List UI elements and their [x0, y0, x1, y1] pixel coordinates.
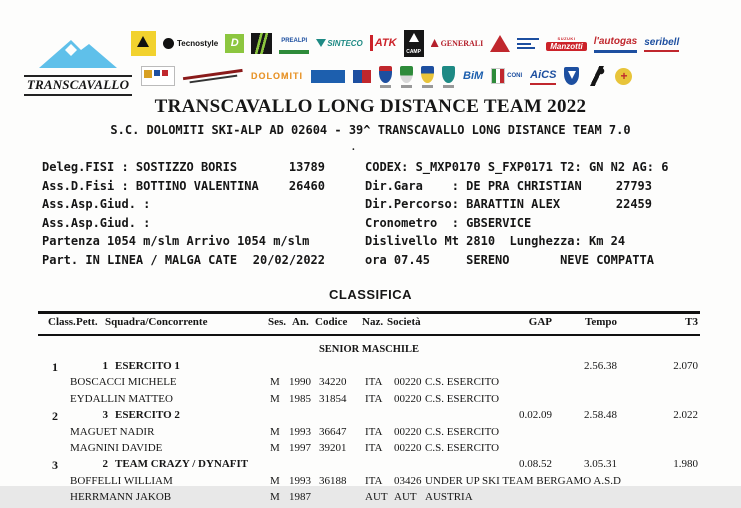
info-label: Ass.Asp.Giud. :	[42, 197, 151, 212]
sex-value: M	[270, 376, 280, 389]
sponsor-label: ATK	[374, 37, 397, 49]
sponsor-label: DOLOMITI	[251, 71, 303, 81]
team-row	[38, 360, 700, 376]
sponsor-strip-bottom	[141, 60, 632, 92]
results-table	[38, 311, 700, 508]
nation-value: ITA	[365, 474, 383, 487]
col-header-an: An.	[292, 316, 309, 328]
nation-value: ITA	[365, 392, 383, 405]
sponsor-logo-flags	[141, 66, 175, 86]
sponsor-label: Tecnostyle	[177, 38, 219, 48]
sponsor-label: CAMP	[406, 48, 421, 55]
rank-value: 3	[52, 458, 58, 473]
category-header: SENIOR MASCHILE	[318, 344, 420, 355]
t3-value: 1.980	[673, 458, 698, 471]
mountain-icon	[37, 34, 119, 70]
sponsor-label: GENERALI	[440, 38, 484, 48]
info-row-dir-gara	[365, 179, 652, 198]
sponsor-logo-blue-lines	[517, 36, 539, 50]
info-label: Ass.D.Fisi : BOTTINO VALENTINA	[42, 178, 259, 193]
info-value: 13789	[288, 160, 325, 174]
col-header-ses: Ses.	[268, 316, 287, 328]
athlete-name: MAGUET NADIR	[70, 425, 155, 438]
info-label: Part. IN LINEA / MALGA CATE	[42, 252, 238, 267]
sponsor-logo-dynafit	[225, 34, 244, 53]
nation-value: AUT	[365, 491, 388, 504]
info-row-partenza-arrivo	[42, 234, 325, 253]
info-label: Partenza 1054 m/slm Arrivo 1054 m/slm	[42, 234, 310, 249]
sex-value: M	[270, 441, 280, 454]
sponsor-strip-top	[131, 29, 679, 57]
sex-value: M	[270, 425, 280, 438]
athlete-name: MAGNINI DAVIDE	[70, 441, 163, 454]
club-code-value: 03426	[394, 474, 422, 487]
race-info-right-column	[365, 160, 669, 272]
year-value: 1993	[289, 425, 311, 438]
tempo-value: 2.58.48	[584, 409, 617, 422]
athlete-name: BOSCACCI MICHELE	[70, 376, 177, 389]
sponsor-logo-aics	[530, 67, 556, 85]
bib-value: 3	[102, 409, 108, 422]
club-code-value: AUT	[394, 491, 417, 504]
club-name: AUSTRIA	[425, 491, 473, 504]
info-value: 26460	[288, 178, 325, 193]
sponsor-logo-camp	[404, 30, 424, 57]
athlete-row	[38, 491, 700, 507]
sponsor-logo-yellow-peak	[131, 31, 156, 56]
sponsor-logo-green-rays	[251, 33, 272, 54]
col-header-naz: Naz.	[362, 316, 384, 328]
club-name: C.S. ESERCITO	[425, 376, 500, 389]
year-value: 1987	[289, 491, 311, 504]
athlete-name: EYDALLIN MATTEO	[70, 392, 173, 405]
team-name: ESERCITO 2	[115, 409, 180, 422]
sponsor-label: SINTECO	[327, 38, 363, 48]
municipality-crest-icon	[421, 66, 434, 83]
sponsor-logo-blue-red-flag	[353, 70, 371, 83]
rank-value: 2	[52, 409, 58, 424]
sponsor-logo-seribell	[644, 34, 679, 52]
t3-value: 2.070	[673, 360, 698, 372]
bib-value: 2	[102, 458, 108, 471]
info-row-ora-meteo	[365, 253, 652, 272]
t3-value: 2.022	[673, 409, 698, 422]
info-row-ass-asp-giud-1	[42, 197, 325, 216]
info-row-dir-percorso	[365, 197, 652, 216]
info-label: Ass.Asp.Giud. :	[42, 215, 151, 230]
sponsor-logo-lautogas	[594, 34, 638, 53]
info-row-dislivello	[365, 234, 652, 253]
info-label: CODEX: S_MXP0170 S_FXP0171 T2: GN N2 AG: 6	[365, 160, 669, 174]
code-value: 36188	[319, 474, 347, 487]
info-row-ass-asp-giud-2	[42, 216, 325, 235]
sponsor-logo-prealpi	[279, 32, 309, 54]
team-row	[38, 409, 700, 425]
page-title: TRANSCAVALLO LONG DISTANCE TEAM 2022	[154, 96, 587, 117]
rescue-cross-badge-icon	[615, 68, 632, 85]
club-name: UNDER UP SKI TEAM BERGAMO A.S.D	[425, 474, 621, 487]
sponsor-logo-atk	[370, 35, 397, 51]
sponsor-label: PREALPI	[281, 38, 308, 44]
sponsor-logo-script-wordmark	[182, 63, 244, 89]
nation-value: ITA	[365, 376, 383, 389]
transcavallo-logo	[24, 34, 132, 96]
sex-value: M	[270, 491, 280, 504]
info-label: Deleg.FISI : SOSTIZZO BORIS	[42, 160, 238, 174]
club-code-value: 00220	[394, 441, 422, 454]
col-header-gap: GAP	[528, 316, 552, 328]
sponsor-logo-red-triangle	[490, 35, 510, 52]
info-label: Dir.Percorso: BARATTIN ALEX	[365, 197, 561, 212]
sponsor-label: CONI	[507, 73, 523, 79]
sponsor-label: AiCS	[530, 69, 557, 81]
sponsor-label: seribell	[644, 36, 680, 48]
classifica-heading: CLASSIFICA	[329, 287, 412, 302]
athlete-row	[38, 393, 700, 409]
gap-value: 0.02.09	[519, 409, 552, 422]
sponsor-label: l'autogas	[593, 36, 638, 47]
code-value: 39201	[319, 441, 347, 454]
athlete-name: HERRMANN JAKOB	[70, 491, 172, 504]
info-value: 22459	[615, 197, 652, 212]
municipality-crest-icon	[400, 66, 413, 83]
table-header-row	[38, 311, 700, 336]
sponsor-logo-blue-banner	[311, 70, 345, 83]
col-header-tempo: Tempo	[585, 316, 617, 328]
info-label: Cronometro : GBSERVICE	[365, 215, 532, 230]
sponsor-logo-dolomiti	[251, 69, 303, 83]
club-name: C.S. ESERCITO	[425, 392, 500, 405]
gap-value: 0.08.52	[519, 458, 552, 471]
code-value: 36647	[319, 425, 347, 438]
col-header-codice: Codice	[315, 316, 348, 328]
team-name: TEAM CRAZY / DYNAFIT	[115, 458, 249, 471]
club-name: C.S. ESERCITO	[425, 441, 500, 454]
info-value: 27793	[615, 178, 652, 193]
sponsor-logo-suzuki-manzotti	[546, 36, 586, 51]
nation-value: ITA	[365, 425, 383, 438]
sponsor-label: D	[230, 37, 239, 49]
athlete-row	[38, 376, 700, 392]
info-row-cronometro	[365, 216, 652, 235]
col-header-t3: T3	[685, 316, 698, 328]
municipality-crest-icon	[379, 66, 392, 83]
sponsor-logo-sinteco	[316, 36, 363, 50]
info-row-partenza-data	[42, 253, 325, 272]
transcavallo-wordmark: TRANSCAVALLO	[24, 75, 132, 96]
info-row-codex	[365, 160, 669, 179]
sponsor-logo-generali	[431, 36, 484, 50]
year-value: 1997	[289, 441, 311, 454]
club-name: C.S. ESERCITO	[425, 425, 500, 438]
info-label: Dislivello Mt 2810 Lunghezza: Km 24	[365, 234, 626, 249]
sponsor-label: SUZUKI	[557, 35, 576, 41]
sponsor-label: +	[620, 69, 628, 83]
sponsor-logo-bim	[463, 66, 483, 86]
athlete-row	[38, 426, 700, 442]
sponsor-label: Manzotti	[546, 42, 586, 51]
athlete-name: BOFFELLI WILLIAM	[70, 474, 173, 487]
race-info-left-column	[42, 160, 325, 272]
team-name: ESERCITO 1	[115, 360, 180, 372]
code-value: 31854	[319, 392, 347, 405]
club-code-value: 00220	[394, 392, 422, 405]
sex-value: M	[270, 474, 280, 487]
team-row	[38, 458, 700, 474]
col-header-pett: Pett.	[76, 316, 98, 328]
municipality-crest-icon	[442, 66, 455, 83]
col-header-squadra: Squadra/Concorrente	[105, 316, 208, 328]
ski-jumper-icon	[587, 66, 607, 86]
bib-value: 1	[102, 360, 108, 372]
club-code-value: 00220	[394, 425, 422, 438]
nation-value: ITA	[365, 441, 383, 454]
sponsor-label: BiM	[463, 70, 484, 82]
athlete-row	[38, 442, 700, 458]
sponsor-logo-coni	[491, 67, 522, 85]
info-label: Dir.Gara : DE PRA CHRISTIAN	[365, 178, 582, 193]
sex-value: M	[270, 392, 280, 405]
code-value: 34220	[319, 376, 347, 389]
event-subtitle: S.C. DOLOMITI SKI-ALP AD 02604 - 39^ TRANSCAVALLO LONG DISTANCE TEAM 7.0	[110, 123, 631, 137]
info-row-deleg-fisi	[42, 160, 325, 179]
fisi-shield-icon	[564, 67, 579, 85]
athlete-row	[38, 475, 700, 491]
col-header-societa: Società	[387, 316, 421, 328]
year-value: 1990	[289, 376, 311, 389]
info-row-ass-d-fisi	[42, 179, 325, 198]
dot-mark: .	[352, 141, 355, 153]
tempo-value: 3.05.31	[584, 458, 617, 471]
club-code-value: 00220	[394, 376, 422, 389]
year-value: 1985	[289, 392, 311, 405]
tempo-value: 2.56.38	[584, 360, 617, 372]
year-value: 1993	[289, 474, 311, 487]
info-label: ora 07.45 SERENO NEVE COMPATTA	[365, 252, 654, 267]
info-value: 20/02/2022	[252, 252, 325, 267]
sponsor-logo-tecnostyle	[163, 36, 218, 51]
rank-value: 1	[52, 360, 58, 374]
col-header-class: Class.	[48, 316, 76, 328]
